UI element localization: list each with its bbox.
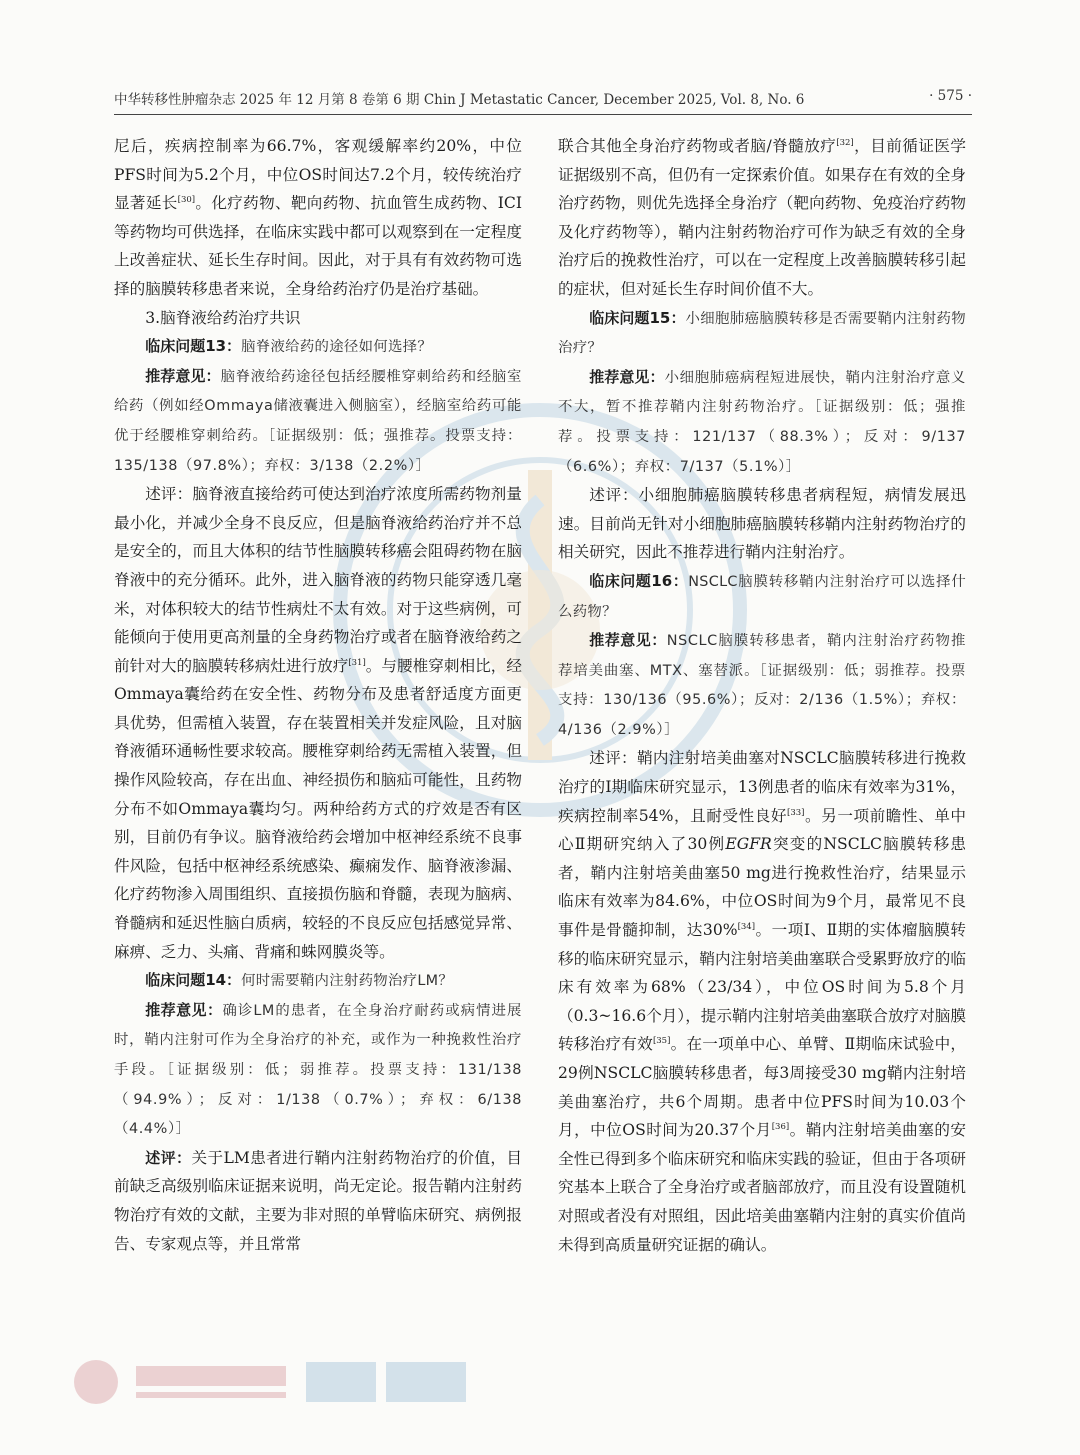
commentary-14: 述评：关于LM患者进行鞘内注射药物治疗的价值，目前缺乏高级别临床证据来说明，尚无定论。报告鞘内注射药物治疗有效的文献，主要为非对照的单臂临床研究、病例报告、专家观点等，并且常常 (114, 1148, 522, 1253)
commentary-15: 述评：小细胞肺癌脑膜转移患者病程短，病情发展迅速。目前尚无针对小细胞肺癌脑膜转移鞘内注射药物治疗的相关研究，因此不推荐进行鞘内注射治疗。 (558, 486, 966, 562)
running-header (114, 88, 972, 110)
journal-info: 中华转移性肿瘤杂志 2025 年 12 月第 8 卷第 6 期 Chin J Metastatic Cancer, December 2025, Vol. 8, No. 6 (114, 92, 805, 108)
clinical-question-15: 临床问题15：小细胞肺癌脑膜转移是否需要鞘内注射药物治疗？ (558, 308, 966, 357)
paragraph: 尼后，疾病控制率为66.7%，客观缓解率约20%，中位PFS时间为5.2个月，中位OS时间达7.2个月，较传统治疗显著延长[30]。化疗药物、靶向药物、抗血管生成药物、ICI等药物均可供选择，在临床实践中都可以观察到在一定程度上改善症状、延长生存时间。因此，对于具有有效药物可选择的脑膜转移患者来说，全身给药治疗仍是治疗基础。 (114, 137, 522, 298)
recommendation-14: 推荐意见：确诊LM的患者，在全身治疗耐药或病情进展时，鞘内注射可作为全身治疗的补充，或作为一种挽救性治疗手段。［证据级别：低；弱推荐。投票支持：131/138（94.9%）；反对：1/138（0.7%）；弃权：6/138（4.4%）］ (114, 1000, 522, 1138)
clinical-question-13: 临床问题13：脑脊液给药的途径如何选择？ (145, 337, 433, 356)
recommendation-16: 推荐意见：NSCLC脑膜转移患者，鞘内注射治疗药物推荐培美曲塞、MTX、塞替派。［证据级别：低；弱推荐。投票支持：130/136（95.6%）；反对：2/136（1.5%）；弃权：4/136（2.9%）］ (558, 631, 966, 738)
page-number: · 575 · (929, 88, 972, 104)
right-column (558, 132, 966, 1259)
recommendation-15: 推荐意见：小细胞肺癌病程短进展快，鞘内注射治疗意义不大，暂不推荐鞘内注射药物治疗。［证据级别：低；强推荐。投票支持：121/137（88.3%）；反对：9/137（6.6%）；弃权：7/137（5.1%）］ (558, 367, 966, 475)
left-column (114, 132, 522, 1258)
section-heading: 3.脑脊液给药治疗共识 (145, 308, 301, 327)
publisher-logo (66, 1352, 486, 1412)
clinical-question-14: 临床问题14：何时需要鞘内注射药物治疗LM？ (145, 971, 454, 990)
paragraph: 联合其他全身治疗药物或者脑/脊髓放疗[32]，目前循证医学证据级别不高，但仍有一定探索价值。如果存在有效的全身治疗药物，则优先选择全身治疗（靶向药物、免疫治疗药物及化疗药物等），鞘内注射药物治疗可作为缺乏有效的全身治疗后的挽救性治疗，可以在一定程度上改善脑膜转移引起的症状，但对延长生存时间价值不大。 (558, 137, 966, 298)
header-rule (114, 114, 972, 115)
commentary-16: 述评：鞘内注射培美曲塞对NSCLC脑膜转移进行挽救治疗的Ⅰ期临床研究显示，13例患者的临床有效率为31%，疾病控制率54%，且耐受性良好[33]。另一项前瞻性、单中心Ⅱ期研究纳入了30例EGFR突变的NSCLC脑膜转移患者，鞘内注射培美曲塞50 mg进行挽救性治疗，结果显示临床有效率为84.6%，中位OS时间为9个月，最常见不良事件是骨髓抑制，达30%[34]。一项Ⅰ、Ⅱ期的实体瘤脑膜转移的临床研究显示，鞘内注射培美曲塞联合受累野放疗的临床有效率为68%（23/34），中位OS时间为5.8个月（0.3~16.6个月），提示鞘内注射培美曲塞联合放疗对脑膜转移治疗有效[35]。在一项单中心、单臂、Ⅱ期临床试验中，29例NSCLC脑膜转移患者，每3周接受30 mg鞘内注射培美曲塞治疗，共6个周期。患者中位PFS时间为10.03个月，中位OS时间为20.37个月[36]。鞘内注射培美曲塞的安全性已得到多个临床研究和临床实践的验证，但由于各项研究基本上联合了全身治疗或者脑部放疗，而且没有设置随机对照或者没有对照组，因此培美曲塞鞘内注射的真实价值尚未得到高质量研究证据的确认。 (558, 749, 967, 1254)
recommendation-13: 推荐意见：脑脊液给药途径包括经腰椎穿刺给药和经脑室给药（例如经Ommaya储液囊进入侧脑室），经脑室给药可能优于经腰椎穿刺给药。［证据级别：低；强推荐。投票支持：135/138（97.8%）；弃权：3/138（2.2%）］ (114, 366, 522, 474)
commentary-13: 述评：脑脊液直接给药可使达到治疗浓度所需药物剂量最小化，并减少全身不良反应，但是脑脊液给药治疗并不总是安全的，而且大体积的结节性脑膜转移癌会阻碍药物在脑脊液中的充分循环。此外，进入脑脊液的药物只能穿透几毫米，对体积较大的结节性病灶不太有效。对于这些病例，可能倾向于使用更高剂量的全身药物治疗或者在脑脊液给药之前针对大的脑膜转移病灶进行放疗[31]。与腰椎穿刺相比，经Ommaya囊给药在安全性、药物分布及患者舒适度方面更具优势，但需植入装置，存在装置相关并发症风险，且对脑脊液循环通畅性要求较高。腰椎穿刺给药无需植入装置，但操作风险较高，存在出血、神经损伤和脑疝可能性，且药物分布不如Ommaya囊均匀。两种给药方式的疗效是否有区别，目前仍有争议。脑脊液给药会增加中枢神经系统不良事件风险，包括中枢神经系统感染、癫痫发作、脑脊液渗漏、化疗药物渗入周围组织、直接损伤脑和脊髓，表现为脑病、脊髓病和延迟性脑白质病，较轻的不良反应包括感觉异常、麻痹、乏力、头痛、背痛和蛛网膜炎等。 (114, 485, 522, 961)
clinical-question-16: 临床问题16：NSCLC脑膜转移鞘内注射治疗可以选择什么药物？ (558, 571, 967, 620)
